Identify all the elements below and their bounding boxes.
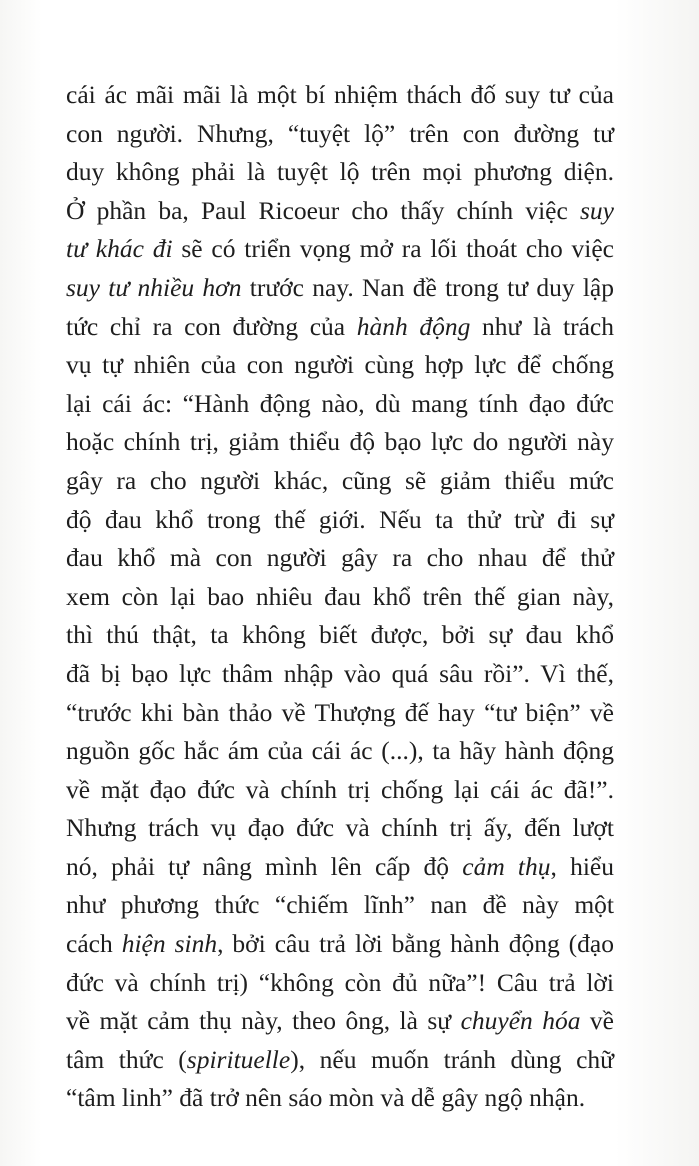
text-line <box>66 115 614 154</box>
text-line <box>66 269 614 308</box>
italic-text: hiện sinh <box>121 929 218 959</box>
text-line <box>66 539 614 578</box>
text-line <box>66 501 614 540</box>
text-run: lại cái ác: “Hành động nào, dù mang tính đạo đức <box>66 388 614 418</box>
text-line <box>66 346 614 385</box>
text-line <box>66 153 614 192</box>
italic-text: chuyển hóa <box>460 1006 581 1036</box>
text-line <box>66 964 614 1003</box>
text-run: cái ác mãi mãi là một bí nhiệm thách đố suy tư của <box>66 80 614 109</box>
italic-text: cảm thụ <box>462 851 551 881</box>
text-run: vụ tự nhiên của con người cùng hợp lực để chống <box>66 350 614 380</box>
text-line <box>66 76 614 115</box>
text-line <box>66 230 614 269</box>
text-run: thì thú thật, ta không biết được, bởi sự đau khổ <box>66 620 614 650</box>
text-line <box>66 848 614 887</box>
text-line <box>66 771 614 810</box>
text-run: đức và chính trị) “không còn đủ nữa”! Câu trả lời <box>66 967 614 997</box>
text-line <box>66 655 614 694</box>
body-text <box>66 76 614 1118</box>
text-line <box>66 694 614 733</box>
text-run: duy không phải là tuyệt lộ trên mọi phương diện. <box>66 157 614 187</box>
italic-text: spirituelle <box>186 1044 291 1074</box>
text-run: về mặt cảm thụ này, theo ông, là sự <box>66 1006 461 1036</box>
text-line <box>66 308 614 347</box>
text-line <box>66 1041 614 1080</box>
text-run: “trước khi bàn thảo về Thượng đế hay “tư biện” về <box>66 697 614 727</box>
text-line <box>66 192 614 231</box>
text-run: đã bị bạo lực thâm nhập vào quá sâu rồi”. Vì thế, <box>66 658 614 688</box>
text-line <box>66 925 614 964</box>
text-run: cách <box>66 929 122 959</box>
italic-text: hành động <box>356 311 471 341</box>
text-run: Nhưng trách vụ đạo đức và chính trị ấy, đến lượt <box>66 813 614 843</box>
text-line <box>66 462 614 501</box>
text-run: xem còn lại bao nhiêu đau khổ trên thế gian này, <box>66 581 614 611</box>
text-line <box>66 578 614 617</box>
text-line <box>66 809 614 848</box>
text-run: độ đau khổ trong thế giới. Nếu ta thử trừ đi sự <box>66 504 614 534</box>
text-run: Ở phần ba, Paul Ricoeur cho thấy chính việc <box>66 195 580 225</box>
text-run: về mặt đạo đức và chính trị chống lại cái ác đã!”. <box>66 774 614 804</box>
text-run: tức chỉ ra con đường của <box>66 311 357 341</box>
italic-text: tư khác đi <box>66 234 173 264</box>
text-run: nó, phải tự nâng mình lên cấp độ <box>66 851 463 881</box>
text-run: “tâm linh” đã trở nên sáo mòn và dễ gây ngộ nhận. <box>66 1083 586 1113</box>
text-line <box>66 1079 614 1118</box>
text-run: con người. Nhưng, “tuyệt lộ” trên con đường tư <box>66 118 614 148</box>
text-run: nguồn gốc hắc ám của cái ác (...), ta hãy hành động <box>66 736 614 766</box>
text-run: sẽ có triển vọng mở ra lối thoát cho việc <box>172 234 614 264</box>
text-run: như phương thức “chiếm lĩnh” nan đề này một <box>66 890 614 920</box>
text-run: , bởi câu trả lời bằng hành động (đạo <box>217 929 614 959</box>
text-line <box>66 385 614 424</box>
text-run: ), nếu muốn tránh dùng chữ <box>290 1044 614 1074</box>
text-run: , hiểu <box>550 851 614 881</box>
text-line <box>66 423 614 462</box>
text-run: như là trách <box>470 311 615 341</box>
text-run: tâm thức ( <box>66 1044 187 1074</box>
text-line <box>66 732 614 771</box>
text-run: trước nay. Nan đề trong tư duy lập <box>241 272 614 302</box>
text-run: hoặc chính trị, giảm thiểu độ bạo lực do người này <box>66 427 614 457</box>
text-line <box>66 616 614 655</box>
text-run: về <box>580 1006 614 1036</box>
text-run: gây ra cho người khác, cũng sẽ giảm thiểu mức <box>66 465 614 495</box>
italic-text: suy tư nhiều hơn <box>66 272 242 302</box>
text-line <box>66 886 614 925</box>
text-line <box>66 1002 614 1041</box>
text-run: đau khổ mà con người gây ra cho nhau để thử <box>66 543 614 573</box>
italic-text: suy <box>580 195 614 225</box>
